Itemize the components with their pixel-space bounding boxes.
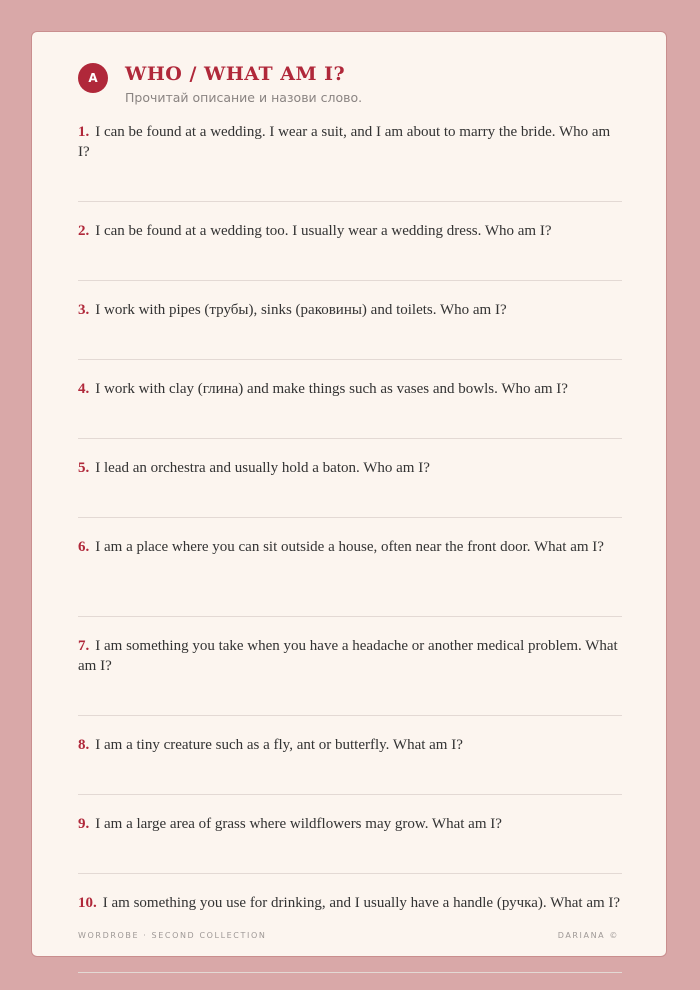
question-text: I am a tiny creature such as a fly, ant or butterfly. What am I? xyxy=(95,737,463,753)
question-item xyxy=(78,814,622,874)
question-item xyxy=(78,537,622,617)
question-item xyxy=(78,735,622,795)
question-text: I work with pipes (трубы), sinks (раковины) and toilets. Who am I? xyxy=(95,302,507,318)
question-text: I am a large area of grass where wildflowers may grow. What am I? xyxy=(95,816,502,832)
question-number: 6. xyxy=(78,539,90,555)
question-text: I lead an orchestra and usually hold a baton. Who am I? xyxy=(95,460,430,476)
question-text: I work with clay (глина) and make things such as vases and bowls. Who am I? xyxy=(95,381,568,397)
worksheet-page xyxy=(31,31,667,957)
question-item xyxy=(78,379,622,439)
section-title: WHO / WHAT AM I? xyxy=(125,63,346,85)
question-number: 1. xyxy=(78,124,90,140)
question-number: 9. xyxy=(78,816,90,832)
question-number: 7. xyxy=(78,638,90,654)
question-text: I can be found at a wedding. I wear a suit, and I am about to marry the bride. Who am I? xyxy=(78,124,611,160)
footer-collection: WORDROBE · SECOND COLLECTION xyxy=(78,931,267,940)
question-number: 4. xyxy=(78,381,90,397)
section-instructions: Прочитай описание и назови слово. xyxy=(125,90,363,105)
question-item xyxy=(78,300,622,360)
footer-author: DARIANA © xyxy=(557,931,619,940)
question-text: I am something you take when you have a headache or another medical problem. What am I? xyxy=(78,638,618,674)
question-text: I am a place where you can sit outside a house, often near the front door. What am I? xyxy=(95,539,604,555)
question-item xyxy=(78,458,622,518)
question-text: I am something you use for drinking, and I usually have a handle (ручка). What am I? xyxy=(102,895,621,911)
question-item xyxy=(78,636,622,716)
question-number: 8. xyxy=(78,737,90,753)
question-number: 10. xyxy=(78,895,97,911)
question-text: I can be found at a wedding too. I usually wear a wedding dress. Who am I? xyxy=(95,223,552,239)
question-list xyxy=(78,122,622,973)
question-item xyxy=(78,122,622,202)
question-number: 2. xyxy=(78,223,90,239)
question-number: 3. xyxy=(78,302,90,318)
section-badge: A xyxy=(78,63,108,93)
question-number: 5. xyxy=(78,460,90,476)
question-item xyxy=(78,221,622,281)
